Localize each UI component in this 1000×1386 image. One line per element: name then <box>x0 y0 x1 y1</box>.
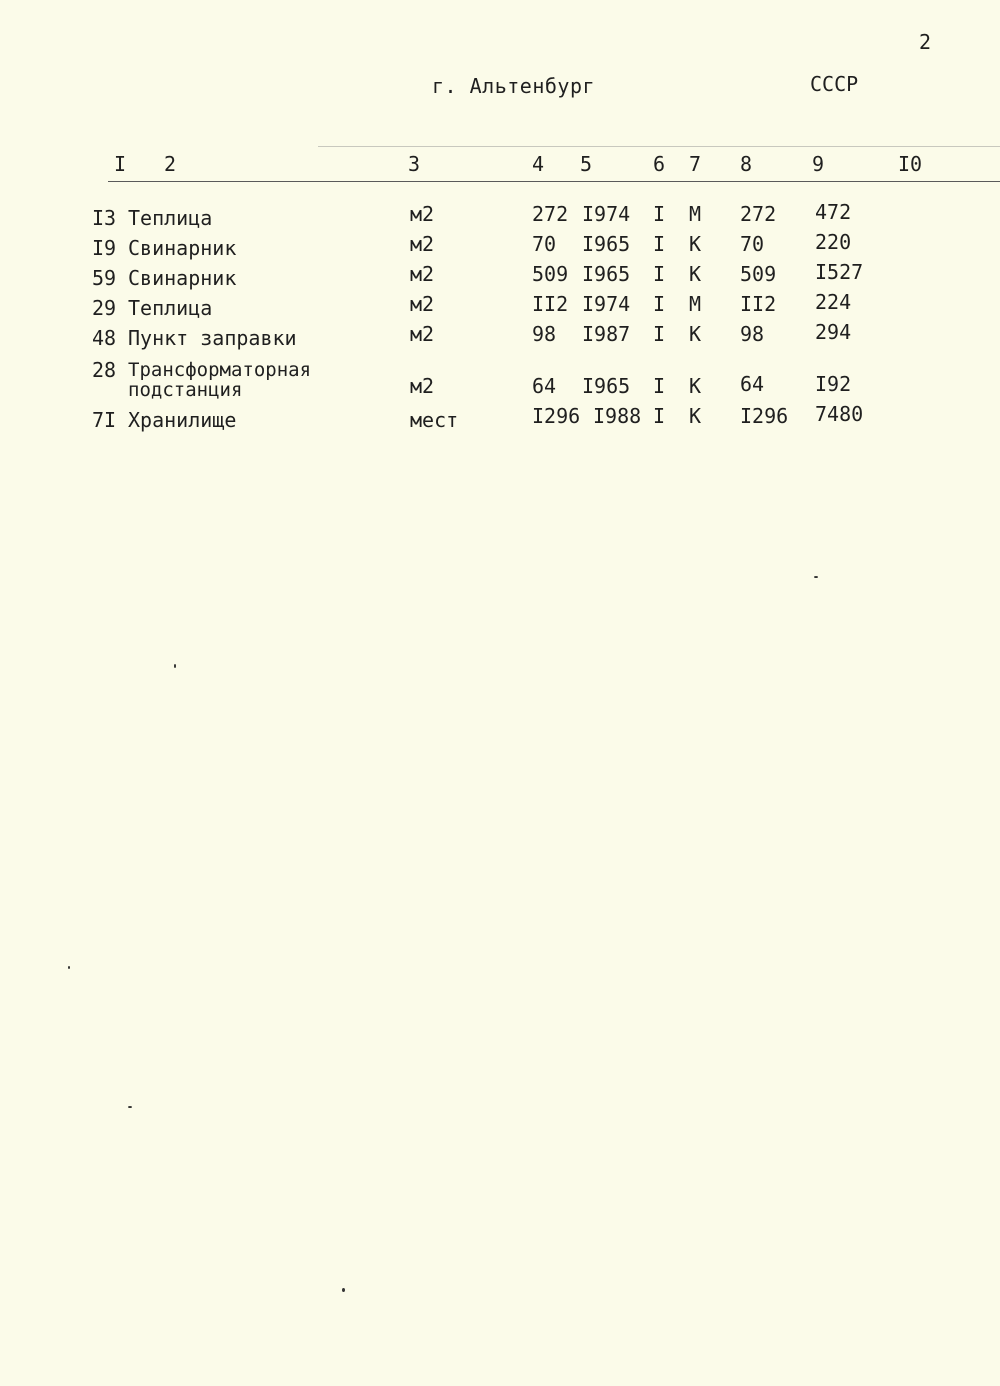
ink-speck <box>342 1288 345 1292</box>
cell-col7: К <box>689 374 702 398</box>
cell-col4: I296 <box>532 404 581 428</box>
cell-col9: I527 <box>815 260 864 284</box>
object-number: 7I <box>92 408 117 432</box>
cell-col6: I <box>653 374 666 398</box>
cell-col4: II2 <box>532 292 569 316</box>
cell-col5: I987 <box>582 322 631 346</box>
column-number: I0 <box>898 152 923 176</box>
object-number: 48 <box>92 326 117 350</box>
object-name: Теплица <box>128 296 213 320</box>
cell-col7: М <box>689 202 702 226</box>
cell-col8: 98 <box>740 322 765 346</box>
cell-col6: I <box>653 292 666 316</box>
cell-col6: I <box>653 322 666 346</box>
object-number: 59 <box>92 266 117 290</box>
ink-speck <box>814 576 818 578</box>
cell-col4: 272 <box>532 202 569 226</box>
unit: м2 <box>410 202 435 226</box>
column-number: 7 <box>689 152 702 176</box>
object-number: I3 <box>92 206 117 230</box>
unit: м2 <box>410 374 435 398</box>
cell-col5: I974 <box>582 202 631 226</box>
object-number: 28 <box>92 358 117 382</box>
cell-col8: II2 <box>740 292 777 316</box>
column-number: 6 <box>653 152 666 176</box>
cell-col4: 70 <box>532 232 557 256</box>
cell-col9: I92 <box>815 372 852 396</box>
object-name: Хранилище <box>128 408 237 432</box>
table-row <box>0 358 1000 404</box>
cell-col8: I296 <box>740 404 789 428</box>
table-row <box>0 320 1000 356</box>
cell-col5: I965 <box>582 262 631 286</box>
cell-col4: 98 <box>532 322 557 346</box>
cell-col6: I <box>653 262 666 286</box>
cell-col9: 7480 <box>815 402 864 426</box>
cell-col6: I <box>653 404 666 428</box>
unit: мест <box>410 408 459 432</box>
cell-col8: 64 <box>740 372 765 396</box>
cell-col7: К <box>689 262 702 286</box>
cell-col5: I974 <box>582 292 631 316</box>
cell-col7: К <box>689 322 702 346</box>
cell-col7: К <box>689 232 702 256</box>
column-number: I <box>114 152 127 176</box>
cell-col8: 70 <box>740 232 765 256</box>
cell-col6: I <box>653 232 666 256</box>
cell-col6: I <box>653 202 666 226</box>
cell-col4: 64 <box>532 374 557 398</box>
cell-col8: 272 <box>740 202 777 226</box>
cell-col9: 220 <box>815 230 852 254</box>
unit: м2 <box>410 262 435 286</box>
table-row <box>0 402 1000 438</box>
column-number: 5 <box>580 152 593 176</box>
object-name: Пункт заправки <box>128 326 297 350</box>
cell-col9: 224 <box>815 290 852 314</box>
unit: м2 <box>410 322 435 346</box>
ink-speck <box>128 1106 132 1108</box>
column-number: 2 <box>164 152 177 176</box>
city-heading: г. Альтенбург <box>432 74 596 98</box>
column-number: 4 <box>532 152 545 176</box>
ink-speck <box>68 966 70 969</box>
cell-col4: 509 <box>532 262 569 286</box>
header-top-rule <box>318 146 1000 147</box>
object-name: Свинарник <box>128 266 237 290</box>
cell-col9: 294 <box>815 320 852 344</box>
cell-col8: 509 <box>740 262 777 286</box>
column-number: 3 <box>408 152 421 176</box>
cell-col5: I988 <box>593 404 642 428</box>
object-name-continued: подстанция <box>128 379 243 401</box>
header-bottom-rule <box>108 181 1000 182</box>
object-name: Теплица <box>128 206 213 230</box>
object-number: I9 <box>92 236 117 260</box>
country-heading: СССР <box>810 72 859 96</box>
unit: м2 <box>410 292 435 316</box>
ink-speck <box>174 664 176 668</box>
object-number: 29 <box>92 296 117 320</box>
cell-col7: М <box>689 292 702 316</box>
object-name: Трансформаторная <box>128 359 312 381</box>
column-number: 9 <box>812 152 825 176</box>
column-number: 8 <box>740 152 753 176</box>
cell-col5: I965 <box>582 374 631 398</box>
cell-col7: К <box>689 404 702 428</box>
page-number: 2 <box>919 30 932 54</box>
object-name: Свинарник <box>128 236 237 260</box>
cell-col5: I965 <box>582 232 631 256</box>
cell-col9: 472 <box>815 200 852 224</box>
unit: м2 <box>410 232 435 256</box>
